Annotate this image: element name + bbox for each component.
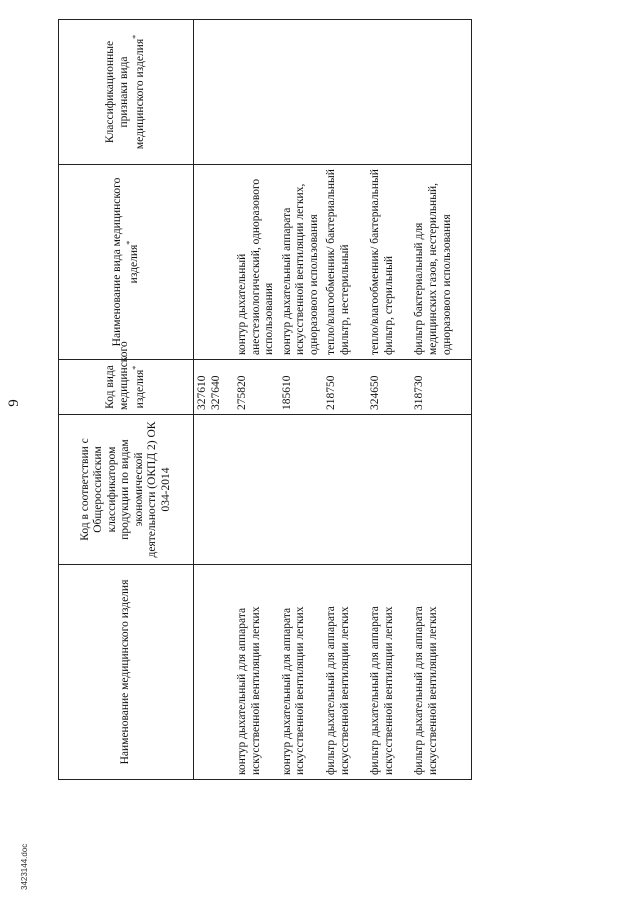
cell-kind-code: 324650 xyxy=(367,360,411,415)
cell-kind-name: контур дыхательный аппарата искусственной вентиляции легких, одноразового использования xyxy=(279,165,324,360)
table-row xyxy=(194,20,235,780)
cell-device-name: фильтр дыхательный для аппарата искусственной вентиляции легких xyxy=(323,565,367,780)
cell-classification xyxy=(279,20,324,165)
cell-kind-code: 327610 327640 xyxy=(194,360,235,415)
table-row xyxy=(323,20,367,780)
header-okpd-code: Код в соответствии с Общероссийским классификатором продукции по видам экономической деятельности (ОКПД 2) ОК 034-2014 xyxy=(59,415,194,565)
document-footer-filename: 3423144.doc xyxy=(20,843,29,890)
header-kind-name: Наименование вида медицинского изделия* xyxy=(59,165,194,360)
table-row xyxy=(279,20,324,780)
cell-device-name: фильтр дыхательный для аппарата искусственной вентиляции легких xyxy=(411,565,472,780)
cell-okpd xyxy=(323,415,367,565)
cell-classification xyxy=(411,20,472,165)
cell-classification xyxy=(323,20,367,165)
table-row xyxy=(411,20,472,780)
cell-kind-code: 218750 xyxy=(323,360,367,415)
cell-okpd xyxy=(234,415,279,565)
cell-device-name: контур дыхательный для аппарата искусственной вентиляции легких xyxy=(279,565,324,780)
cell-okpd xyxy=(194,415,235,565)
cell-kind-name: контур дыхательный анестезиологический, одноразового использования xyxy=(234,165,279,360)
table-row xyxy=(234,20,279,780)
cell-okpd xyxy=(279,415,324,565)
rotated-page xyxy=(6,20,613,780)
cell-kind-code: 185610 xyxy=(279,360,324,415)
cell-classification xyxy=(367,20,411,165)
cell-okpd xyxy=(367,415,411,565)
cell-kind-name: тепло/влагообменник/ бактериальный фильтр, нестерильный xyxy=(323,165,367,360)
cell-kind-name: фильтр бактериальный для медицинских газов, нестерильный, одноразового использования xyxy=(411,165,472,360)
cell-device-name xyxy=(194,565,235,780)
table-header-row xyxy=(59,20,194,780)
cell-classification xyxy=(194,20,235,165)
cell-okpd xyxy=(411,415,472,565)
cell-kind-name xyxy=(194,165,235,360)
header-kind-code: Код вида медицинского изделия* xyxy=(59,360,194,415)
cell-device-name: фильтр дыхательный для аппарата искусственной вентиляции легких xyxy=(367,565,411,780)
header-device-name: Наименование медицинского изделия xyxy=(59,565,194,780)
header-classification: Классификационные признаки вида медицинского изделия* xyxy=(59,20,194,165)
cell-kind-name: тепло/влагообменник/ бактериальный фильтр, стерильный xyxy=(367,165,411,360)
cell-kind-code: 275820 xyxy=(234,360,279,415)
medical-device-table xyxy=(58,19,472,780)
page-number: 9 xyxy=(6,399,22,407)
table-row xyxy=(367,20,411,780)
cell-kind-code: 318730 xyxy=(411,360,472,415)
cell-device-name: контур дыхательный для аппарата искусственной вентиляции легких xyxy=(234,565,279,780)
cell-classification xyxy=(234,20,279,165)
